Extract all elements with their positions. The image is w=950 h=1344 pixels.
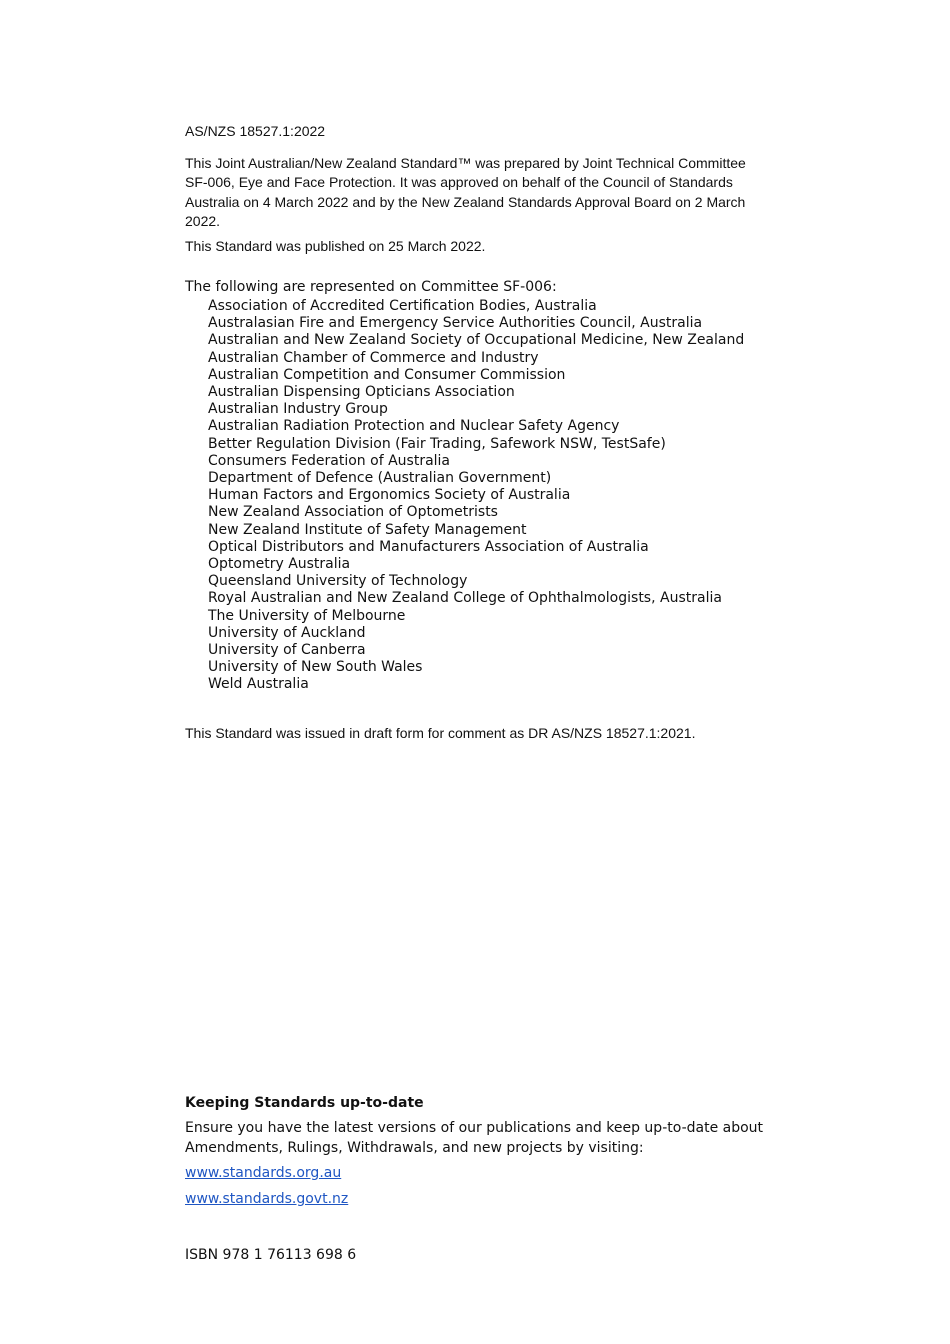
committee-member: New Zealand Association of Optometrists [208, 504, 498, 521]
committee-member: Weld Australia [208, 676, 309, 693]
committee-member: Australian Dispensing Opticians Association [208, 384, 515, 401]
committee-member: Australian Industry Group [208, 401, 388, 418]
committee-member: Australian and New Zealand Society of Occupational Medicine, New Zealand [208, 332, 745, 349]
keeping-up-to-date-heading: Keeping Standards up-to-date [185, 1095, 424, 1111]
standards-australia-link[interactable]: www.standards.org.au [185, 1165, 342, 1181]
standard-designation: AS/NZS 18527.1:2022 [185, 123, 326, 139]
isbn-number: ISBN 978 1 76113 698 6 [185, 1247, 357, 1263]
committee-member: Royal Australian and New Zealand College of Ophthalmologists, Australia [208, 590, 722, 607]
committee-member: Optometry Australia [208, 556, 351, 573]
committee-member: Association of Accredited Certification Bodies, Australia [208, 298, 597, 314]
committee-intro: The following are represented on Committee SF-006: [185, 279, 557, 295]
committee-member: Queensland University of Technology [208, 573, 468, 590]
committee-member: Human Factors and Ergonomics Society of Australia [208, 487, 571, 504]
committee-member: University of New South Wales [208, 659, 423, 676]
committee-member: Department of Defence (Australian Government) [208, 470, 552, 487]
committee-member: Better Regulation Division (Fair Trading, Safework NSW, TestSafe) [208, 435, 666, 452]
committee-member: University of Auckland [208, 624, 366, 641]
keeping-up-to-date-text: Ensure you have the latest versions of our publications and keep up-to-date about Amendments, Rulings, Withdrawals, and new projects by visiting: [185, 1120, 764, 1156]
committee-member: Australian Competition and Consumer Commission [208, 366, 566, 383]
publication-statement: This Standard was published on 25 March 2022. [185, 238, 486, 254]
committee-member: New Zealand Institute of Safety Management [208, 521, 527, 538]
preparation-statement: This Joint Australian/New Zealand Standard™ was prepared by Joint Technical Committee SF-006, Eye and Face Protection. It was approved on behalf of the Council of Standards Australia on 4 March 2022 and by the New Zealand Standards Approval Board on 2 March 2022. [185, 155, 746, 230]
committee-member: Consumers Federation of Australia [208, 452, 451, 469]
committee-member: The University of Melbourne [208, 607, 406, 624]
committee-member: Optical Distributors and Manufacturers Association of Australia [208, 538, 649, 555]
committee-member: Australasian Fire and Emergency Service Authorities Council, Australia [208, 315, 703, 332]
draft-statement: This Standard was issued in draft form for comment as DR AS/NZS 18527.1:2021. [185, 725, 696, 741]
standards-new-zealand-link[interactable]: www.standards.govt.nz [185, 1191, 349, 1207]
committee-member: University of Canberra [208, 642, 366, 659]
committee-member: Australian Radiation Protection and Nuclear Safety Agency [208, 418, 620, 435]
committee-member: Australian Chamber of Commerce and Industry [208, 349, 539, 366]
committee-member-list [208, 298, 744, 694]
